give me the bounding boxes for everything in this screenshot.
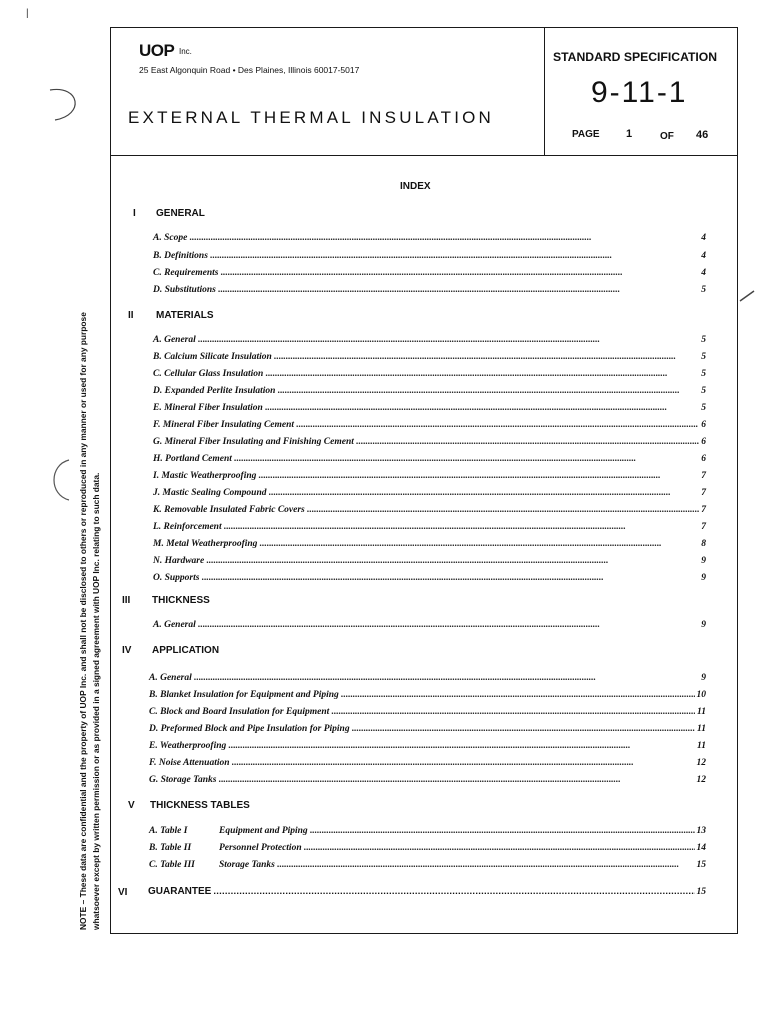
entry-sublabel: Equipment and Piping (219, 826, 308, 836)
leader-dots (341, 690, 695, 700)
page-ref: 6 (701, 454, 706, 464)
section-number: VI (118, 887, 128, 898)
header-left-panel (111, 28, 545, 156)
toc-entry (149, 758, 706, 771)
section-number: V (128, 800, 135, 811)
entry-label: D. Preformed Block and Pipe Insulation for Piping (149, 724, 350, 734)
entry-label: C. Block and Board Insulation for Equipment (149, 707, 330, 717)
entry-label: O. Supports (153, 573, 200, 583)
leader-dots (194, 673, 700, 683)
toc-entry (149, 724, 706, 737)
margin-circle-mark (40, 80, 90, 130)
leader-dots (304, 843, 695, 853)
section-number: I (133, 208, 136, 219)
entry-label: H. Portland Cement (153, 454, 232, 464)
entry-label: M. Metal Weatherproofing (153, 539, 258, 549)
leader-dots (213, 886, 694, 897)
page-ref: 5 (701, 386, 706, 396)
leader-dots (331, 707, 695, 717)
leader-dots (228, 741, 695, 751)
toc-entry (149, 843, 706, 856)
entry-label: B. Table II (149, 843, 192, 853)
page-ref: 11 (697, 741, 706, 751)
leader-dots (218, 285, 699, 295)
leader-dots (220, 268, 699, 278)
page-ref: 7 (701, 488, 706, 498)
entry-label: C. Table III (149, 860, 195, 870)
entry-label: A. General (149, 673, 192, 683)
page-label: PAGE (572, 129, 600, 140)
page-ref: 11 (697, 724, 706, 734)
toc-entry (149, 775, 706, 788)
of-label: OF (660, 131, 674, 142)
toc-entry (153, 251, 706, 264)
entry-label: G. Mineral Fiber Insulating and Finishing Cement (153, 437, 354, 447)
leader-dots (265, 403, 699, 413)
margin-hole-mark (44, 455, 74, 505)
page-number: 1 (626, 128, 633, 140)
page-ref: 5 (701, 369, 706, 379)
entry-label: A. Table I (149, 826, 188, 836)
leader-dots (218, 775, 694, 785)
leader-dots (210, 251, 699, 261)
toc-entry (153, 285, 706, 298)
entry-label: G. Storage Tanks (149, 775, 217, 785)
page-ref: 9 (701, 673, 706, 683)
page-ref: 9 (701, 620, 706, 630)
toc-entry (153, 539, 706, 552)
toc-entry (153, 369, 706, 382)
entry-sublabel: Storage Tanks (219, 860, 275, 870)
entry-sublabel: Personnel Protection (219, 843, 302, 853)
page-ref: 7 (701, 522, 706, 532)
logo-suffix: Inc. (179, 47, 192, 56)
entry-label: E. Weatherproofing (149, 741, 227, 751)
leader-dots (274, 352, 699, 362)
toc-entry (149, 673, 706, 686)
leader-dots (206, 556, 699, 566)
page-ref: 8 (701, 539, 706, 549)
leader-dots (258, 471, 699, 481)
entry-label: C. Cellular Glass Insulation (153, 369, 264, 379)
page-ref: 7 (701, 471, 706, 481)
leader-dots (198, 620, 700, 630)
company-address: 25 East Algonquin Road • Des Plaines, Illinois 60017-5017 (139, 65, 360, 75)
spec-number: 9-11-1 (591, 76, 688, 109)
uop-logo: UOP (139, 41, 175, 60)
leader-dots (269, 488, 700, 498)
entry-label: D. Substitutions (153, 285, 216, 295)
page-ref: 4 (701, 233, 706, 243)
leader-dots (201, 573, 699, 583)
entry-label: B. Calcium Silicate Insulation (153, 352, 272, 362)
leader-dots (277, 860, 695, 870)
section-title: GENERAL (156, 208, 205, 219)
toc-entry (153, 556, 706, 569)
entry-label: A. Scope (153, 233, 188, 243)
margin-pen-mark (738, 285, 758, 305)
toc-entry (153, 471, 706, 484)
entry-label: N. Hardware (153, 556, 205, 566)
section-number: III (122, 595, 131, 606)
section-title: THICKNESS (152, 595, 210, 606)
toc-entry (153, 233, 706, 246)
toc-entry (153, 268, 706, 281)
page-ref: 5 (701, 403, 706, 413)
section-number: IV (122, 645, 132, 656)
entry-label: D. Expanded Perlite Insulation (153, 386, 276, 396)
page-ref: 5 (701, 335, 706, 345)
spec-label: STANDARD SPECIFICATION (553, 50, 718, 64)
leader-dots (234, 454, 699, 464)
document-title: EXTERNAL THERMAL INSULATION (128, 108, 495, 127)
page-ref: 9 (701, 573, 706, 583)
index-title: INDEX (400, 181, 431, 192)
toc-entry (153, 454, 706, 467)
section-number: II (128, 310, 134, 321)
toc-entry (153, 403, 706, 416)
leader-dots (296, 420, 699, 430)
toc-entry (153, 420, 706, 433)
leader-dots (307, 505, 700, 515)
leader-dots (310, 826, 695, 836)
page-ref: 12 (696, 775, 706, 785)
page-ref: 9 (701, 556, 706, 566)
entry-label: F. Noise Attenuation (149, 758, 230, 768)
entry-label: K. Removable Insulated Fabric Covers (153, 505, 305, 515)
page-total: 46 (696, 129, 709, 141)
page-ref: 5 (701, 352, 706, 362)
toc-entry (149, 707, 706, 720)
page-ref: 13 (696, 826, 706, 836)
toc-entry (153, 335, 706, 348)
note-line-2: whatsoever except by written permission or as provided in a signed agreement with UOP Inc. relating to such data. (91, 472, 101, 930)
entry-label: I. Mastic Weatherproofing (153, 471, 257, 481)
entry-label: E. Mineral Fiber Insulation (153, 403, 263, 413)
toc-entry (153, 488, 706, 501)
leader-dots (259, 539, 699, 549)
leader-dots (277, 386, 699, 396)
leader-dots (189, 233, 699, 243)
section-title: APPLICATION (152, 645, 220, 656)
entry-label: L. Reinforcement (153, 522, 222, 532)
header-right-panel (545, 28, 738, 156)
page-ref: 15 (696, 887, 706, 897)
leader-dots (232, 758, 695, 768)
toc-entry (153, 352, 706, 365)
entry-label: A. General (153, 620, 196, 630)
leader-dots (224, 522, 700, 532)
toc-entry (149, 826, 706, 839)
toc-entry (149, 690, 706, 703)
margin-tick-mark: | (26, 8, 29, 19)
leader-dots (198, 335, 700, 345)
toc-entry (153, 522, 706, 535)
toc-entry (153, 505, 706, 518)
entry-label: J. Mastic Sealing Compound (153, 488, 267, 498)
page-ref: 14 (696, 843, 706, 853)
section-title: THICKNESS TABLES (150, 800, 250, 811)
page-ref: 4 (701, 251, 706, 261)
note-line-1: NOTE – These data are confidential and the property of UOP Inc. and shall not be disclosed to others or reproduced in any manner or used for any purpose (78, 312, 88, 930)
toc-entry (149, 860, 706, 873)
entry-label: F. Mineral Fiber Insulating Cement (153, 420, 295, 430)
entry-label: C. Requirements (153, 268, 219, 278)
page-ref: 6 (701, 420, 706, 430)
toc-entry (153, 437, 706, 450)
toc-entry (153, 573, 706, 586)
page-ref: 11 (697, 707, 706, 717)
toc-entry (153, 620, 706, 633)
section-entry (148, 886, 706, 899)
toc-entry (153, 386, 706, 399)
leader-dots (356, 437, 699, 447)
section-title: MATERIALS (156, 310, 214, 321)
confidentiality-note (77, 150, 103, 930)
page-ref: 12 (696, 758, 706, 768)
page-ref: 5 (701, 285, 706, 295)
page-ref: 6 (701, 437, 706, 447)
page-ref: 15 (696, 860, 706, 870)
entry-label: B. Definitions (153, 251, 208, 261)
leader-dots (352, 724, 695, 734)
entry-label: A. General (153, 335, 196, 345)
page-ref: 4 (701, 268, 706, 278)
entry-label: B. Blanket Insulation for Equipment and Piping (149, 690, 339, 700)
page-ref: 10 (696, 690, 706, 700)
leader-dots (265, 369, 699, 379)
section-title: GUARANTEE (148, 886, 212, 897)
page-ref: 7 (701, 505, 706, 515)
toc-entry (149, 741, 706, 754)
